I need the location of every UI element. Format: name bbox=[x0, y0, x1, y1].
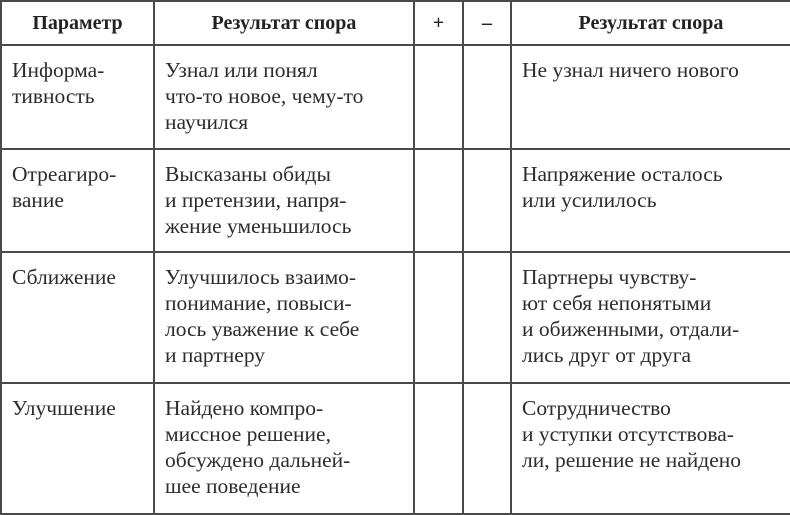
minus-mark-cell bbox=[463, 45, 511, 149]
cell-line: Улучшение bbox=[12, 396, 116, 420]
header-plus: + bbox=[414, 1, 463, 45]
plus-mark-cell bbox=[414, 383, 463, 514]
cell-line: Сближение bbox=[12, 265, 116, 289]
cell-line: Напряжение осталось bbox=[522, 162, 723, 186]
cell-line: Информа- bbox=[12, 58, 105, 82]
plus-mark-cell bbox=[414, 252, 463, 383]
cell-line: Найдено компро- bbox=[165, 396, 324, 420]
cell-line: Партнеры чувству- bbox=[522, 265, 697, 289]
cell-line: Отреагиро- bbox=[12, 162, 117, 186]
positive-result-cell bbox=[154, 149, 414, 252]
minus-mark-cell bbox=[463, 252, 511, 383]
table-row bbox=[1, 45, 790, 149]
minus-mark-cell bbox=[463, 383, 511, 514]
cell-line: вание bbox=[12, 188, 64, 212]
table-row bbox=[1, 383, 790, 514]
cell-line: обсуждено дальней- bbox=[165, 448, 351, 472]
negative-result-cell bbox=[511, 45, 790, 149]
minus-mark-cell bbox=[463, 149, 511, 252]
cell-line: Узнал или понял bbox=[165, 58, 318, 82]
cell-line: тивность bbox=[12, 84, 95, 108]
parameter-cell bbox=[1, 149, 154, 252]
cell-line: понимание, повыси- bbox=[165, 291, 352, 315]
cell-line: Не узнал ничего нового bbox=[522, 58, 739, 82]
parameter-cell bbox=[1, 45, 154, 149]
table-row bbox=[1, 252, 790, 383]
cell-line: и претензии, напря- bbox=[165, 188, 347, 212]
header-row bbox=[1, 1, 790, 45]
plus-mark-cell bbox=[414, 45, 463, 149]
parameter-cell bbox=[1, 252, 154, 383]
cell-line: Улучшилось взаимо- bbox=[165, 265, 357, 289]
header-positive-result: Результат спора bbox=[154, 1, 414, 45]
cell-line: Сотрудничество bbox=[522, 396, 671, 420]
cell-line: жение уменьшилось bbox=[165, 214, 352, 238]
parameter-cell bbox=[1, 383, 154, 514]
cell-line: ют себя непонятыми bbox=[522, 291, 712, 315]
cell-line: шее поведение bbox=[165, 474, 301, 498]
positive-result-cell bbox=[154, 45, 414, 149]
positive-result-cell bbox=[154, 383, 414, 514]
cell-line: и уступки отсутствова- bbox=[522, 422, 734, 446]
cell-line: лись друг от друга bbox=[522, 343, 692, 367]
cell-line: ли, решение не найдено bbox=[522, 448, 742, 472]
cell-line: что-то новое, чему-то bbox=[165, 84, 364, 108]
cell-line: миссное решение, bbox=[165, 422, 331, 446]
cell-line: и обиженными, отдали- bbox=[522, 317, 740, 341]
cell-line: и партнеру bbox=[165, 343, 266, 367]
positive-result-cell bbox=[154, 252, 414, 383]
cell-line: Высказаны обиды bbox=[165, 162, 331, 186]
table-row bbox=[1, 149, 790, 252]
cell-line: научился bbox=[165, 110, 249, 134]
header-parameter: Параметр bbox=[1, 1, 154, 45]
negative-result-cell bbox=[511, 149, 790, 252]
negative-result-cell bbox=[511, 252, 790, 383]
header-minus: – bbox=[463, 1, 511, 45]
cell-line: или усилилось bbox=[522, 188, 657, 212]
plus-mark-cell bbox=[414, 149, 463, 252]
negative-result-cell bbox=[511, 383, 790, 514]
header-negative-result: Результат спора bbox=[511, 1, 790, 45]
cell-line: лось уважение к себе bbox=[165, 317, 360, 341]
